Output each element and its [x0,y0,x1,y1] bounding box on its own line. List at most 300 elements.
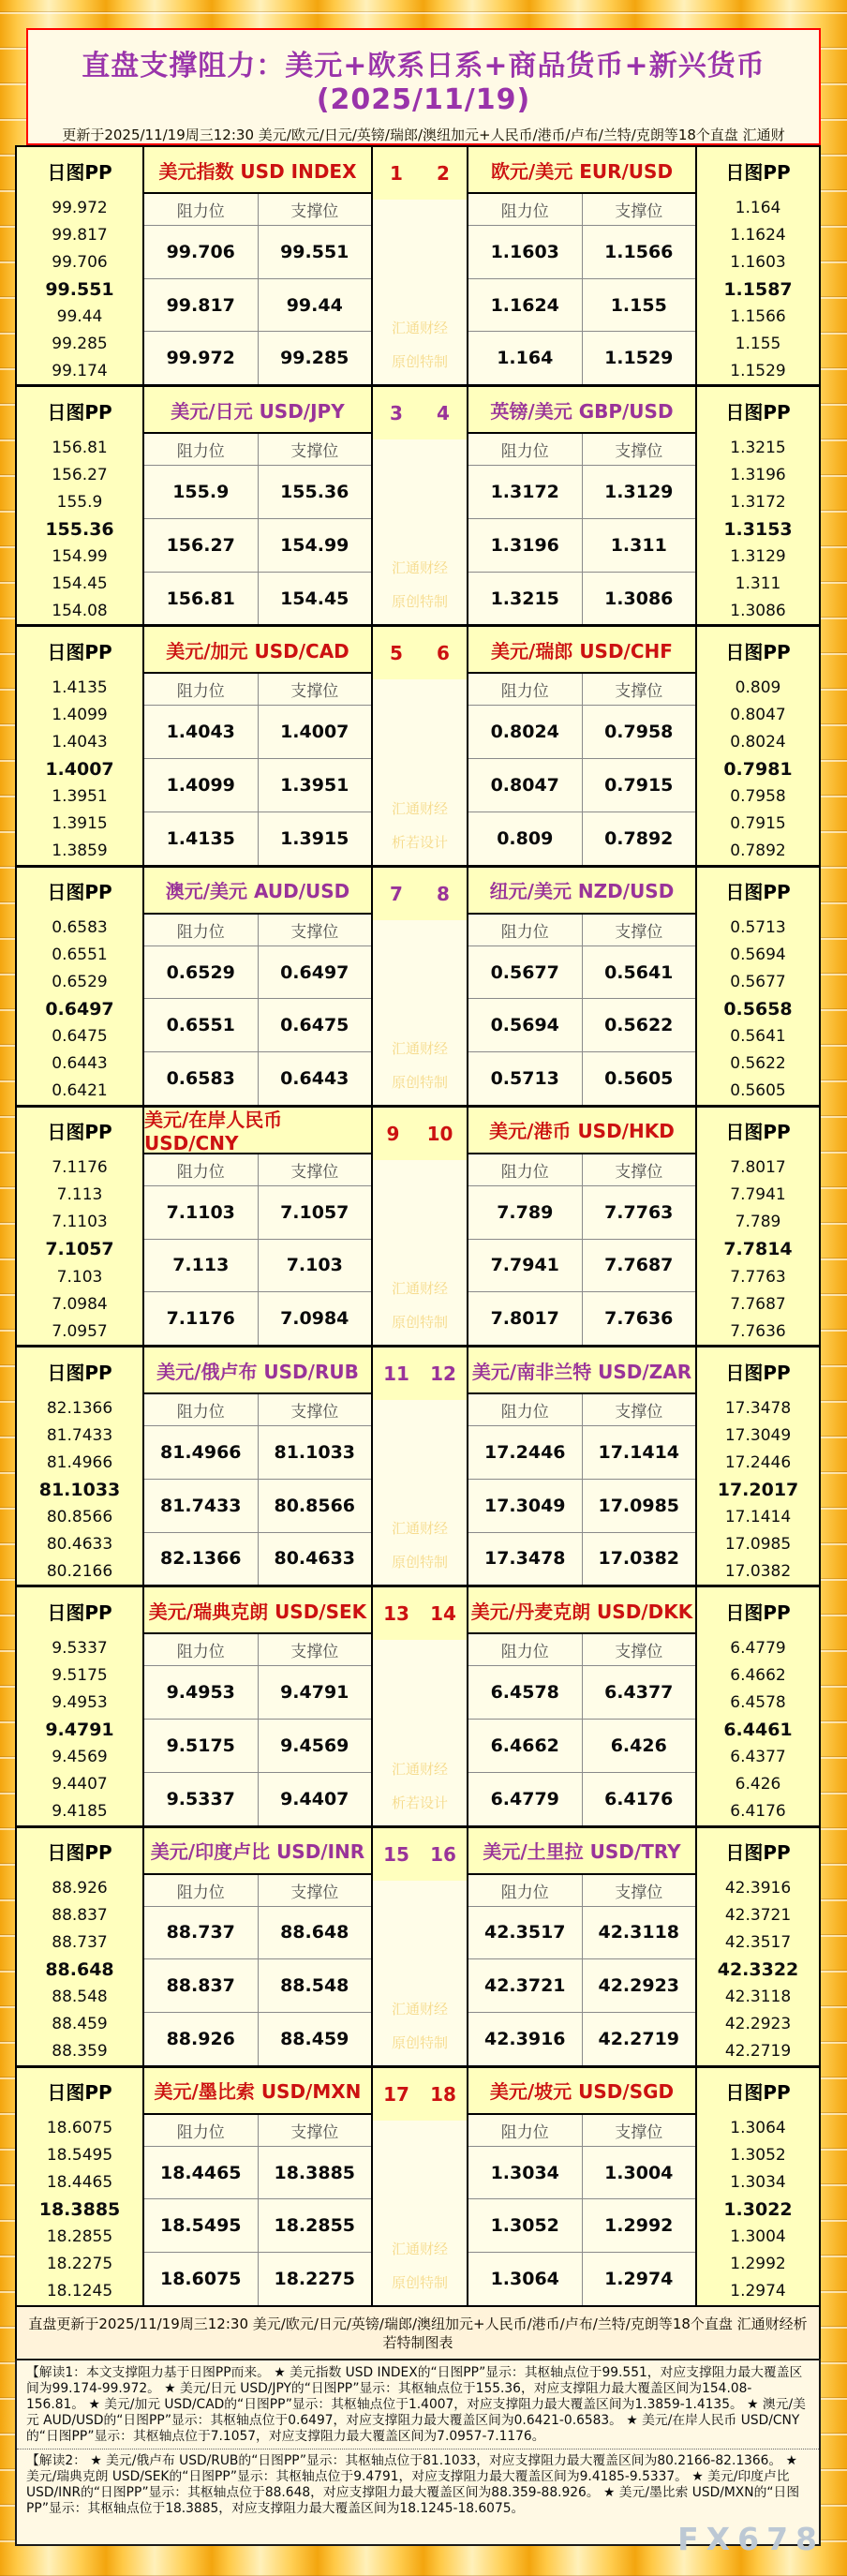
support-header: 支撑位 [582,1394,696,1425]
pair-row [17,1587,819,1827]
rs-value-row [144,1292,371,1345]
resistance-header: 阻力位 [176,682,225,702]
pp-level-value: 1.311 [735,573,781,593]
resistance-value: 99.972 [166,348,235,369]
support-header: 支撑位 [258,1634,372,1665]
pair-block [468,1828,697,2065]
brand-watermark: 汇通财经 [391,320,448,337]
pp-level-value: 81.7433 [46,1425,113,1445]
pp-column-header: 日图PP [725,2081,791,2105]
rs-value-row [468,946,695,1000]
pp-level-value: 18.6075 [46,2119,113,2138]
pair-row [17,387,819,627]
pp-column-header: 日图PP [47,1121,112,1144]
pp-level-value: 0.5641 [730,1027,786,1047]
resistance-value: 9.5175 [166,1735,235,1756]
resistance-header: 阻力位 [500,1883,549,1902]
rs-value-row [468,759,695,812]
pp-column [697,627,819,864]
pp-column [17,1587,142,1824]
support-header: 支撑位 [258,2115,372,2146]
pp-level-value: 99.706 [52,252,108,272]
pp-level-value: 18.2275 [46,2255,113,2274]
pp-level-value: 81.4966 [46,1452,113,1472]
resistance-value: 1.3052 [490,2215,559,2237]
pp-level-value: 0.6421 [52,1081,108,1101]
rs-value-row [468,2199,695,2253]
pair-number: 9 [386,1122,400,1145]
rs-value-row [144,2199,371,2253]
resistance-header: 阻力位 [176,922,225,942]
resistance-value: 0.5694 [490,1015,559,1036]
pair-row [17,1348,819,1587]
fx678-watermark: FX678 [677,2521,825,2557]
brand-watermark: 汇通财经 [391,2000,448,2018]
resistance-header: 阻力位 [176,442,225,462]
pair-numbers [373,2068,467,2121]
pp-pivot-value: 9.4791 [45,1719,114,1740]
pair-number: 1 [390,162,403,185]
resistance-support-table [144,915,371,1105]
resistance-value: 6.4662 [490,1735,559,1756]
rs-value-row [144,1186,371,1240]
resistance-header: 阻力位 [176,1643,225,1662]
brand-watermark: 汇通财经 [391,2240,448,2257]
pp-level-value: 9.4185 [52,1802,108,1822]
pair-title: 美元指数 USD INDEX [144,147,371,194]
pair-title: 美元/坡元 USD/SGD [468,2068,695,2115]
pp-level-value: 156.81 [52,438,108,457]
resistance-support-table [468,915,695,1105]
rs-header-row [468,1634,695,1666]
rs-value-row [468,279,695,333]
center-column [371,1587,468,1824]
rs-header-row [468,1394,695,1426]
pair-block [468,387,697,624]
resistance-value: 9.5337 [166,1788,235,1809]
pp-column [697,1828,819,2065]
rs-value-row [468,812,695,865]
support-value: 1.3951 [258,759,372,812]
resistance-value: 17.3049 [483,1495,566,1516]
rs-value-row [144,999,371,1052]
pp-level-value: 42.3118 [724,1988,792,2007]
pp-level-value: 1.3004 [730,2227,786,2247]
pp-level-value: 17.0382 [724,1561,792,1581]
resistance-value: 18.5495 [159,2215,242,2237]
resistance-value: 1.1624 [490,294,559,316]
pp-level-value: 7.1176 [52,1158,108,1178]
pp-level-value: 9.4407 [52,1774,108,1794]
pp-level-value: 6.4578 [730,1692,786,1712]
resistance-value: 0.5713 [490,1067,559,1089]
pp-level-value: 1.2974 [730,2282,786,2301]
resistance-value: 1.1603 [490,241,559,262]
pp-level-value: 7.789 [735,1213,781,1232]
pair-block [142,387,371,624]
resistance-value: 81.7433 [159,1495,242,1516]
rs-value-row [144,759,371,812]
pp-column-header: 日图PP [47,1361,112,1384]
pp-level-value: 0.7915 [730,814,786,834]
pp-level-value: 17.2446 [724,1452,792,1472]
resistance-support-table [468,194,695,384]
resistance-value: 7.8017 [490,1308,559,1330]
pp-pivot-value: 6.4461 [723,1719,793,1740]
pp-level-value: 7.103 [56,1267,103,1287]
support-value: 0.6475 [258,999,372,1051]
pair-title: 美元/土里拉 USD/TRY [468,1828,695,1875]
pair-number: 11 [383,1362,409,1386]
pp-level-value: 1.3915 [52,814,108,834]
pp-pivot-value: 1.3153 [723,518,793,540]
support-value: 154.99 [258,519,372,572]
note-paragraph-1: 【解读1：本文支撑阻力基于日图PP而来。 ★ 美元指数 USD INDEX的“日图PP”显示：其枢轴点位于99.551，对应支撑阻力最大覆盖区间为99.174-99.972。 ★ 美元/日元 USD/JPY的“日图PP”显示：其枢轴点位于155.36，对应支撑阻力最大覆盖区间为154.08-156.81。 ★ 美元/加元 USD/CAD的“日图PP”显示：其枢轴点位于1.4007，对应支撑阻力最大覆盖区间为1.3859-1.4135。 ★ 澳元/美元 AUD/USD的“日图PP”显示：其枢轴点位于0.6497，对应支撑阻力最大覆盖区间为0.6421-0.6583。 ★ 美元/在岸人民币 USD/CNY的“日图PP”显示：其枢轴点位于7.1057，对应支撑阻力最大覆盖区间为7.0957-7.1176。 [26,2365,806,2444]
resistance-support-table [468,1875,695,2065]
support-value: 0.5605 [582,1052,696,1105]
support-value: 88.459 [258,2013,372,2065]
support-value: 42.2923 [582,1959,696,2012]
pair-block [468,1587,697,1824]
pair-title: 美元/加元 USD/CAD [144,627,371,674]
resistance-value: 88.737 [166,1922,235,1943]
pp-level-value: 9.5337 [52,1638,108,1658]
resistance-support-table [144,434,371,624]
pp-level-value: 42.2719 [724,2042,792,2062]
watermark-variant: 原创特制 [391,1073,448,1091]
rs-value-row [144,332,371,384]
resistance-header: 阻力位 [500,1162,549,1182]
pp-level-value: 6.4662 [730,1665,786,1685]
support-value: 80.8566 [258,1480,372,1532]
center-column [371,1828,468,2065]
pair-title: 美元/南非兰特 USD/ZAR [468,1348,695,1394]
pp-pivot-value: 1.3022 [723,2199,793,2221]
resistance-header: 阻力位 [500,202,549,221]
rs-value-row [468,1426,695,1480]
support-value: 18.3885 [258,2147,372,2199]
resistance-value: 88.837 [166,1975,235,1997]
rs-value-row [144,1240,371,1293]
pair-number: 6 [437,642,450,665]
watermark-variant: 析若设计 [391,1794,448,1811]
pp-level-value: 1.4135 [52,678,108,697]
resistance-header: 阻力位 [176,1883,225,1902]
pp-level-value: 1.3052 [730,2146,786,2166]
pp-level-value: 154.45 [52,573,108,593]
pair-title: 欧元/美元 EUR/USD [468,147,695,194]
center-column [371,2068,468,2305]
page-subtitle: 更新于2025/11/19周三12:30 美元/欧元/日元/英镑/瑞郎/澳纽加元+人民币/港币/卢布/兰特/克朗等18个直盘 汇通财 [62,127,785,143]
brand-watermark: 汇通财经 [391,559,448,577]
center-body [373,1160,467,1345]
resistance-support-table [468,1394,695,1585]
pp-column-header: 日图PP [47,1841,112,1865]
resistance-support-table [144,1875,371,2065]
support-value: 0.6443 [258,1052,372,1105]
pair-row [17,627,819,867]
pp-level-value: 1.2992 [730,2255,786,2274]
rs-header-row [144,674,371,706]
pp-level-value: 1.1529 [730,361,786,380]
support-value: 7.7636 [582,1292,696,1345]
rs-value-row [468,1773,695,1825]
pp-level-value: 82.1366 [46,1398,113,1418]
resistance-support-table [468,1154,695,1345]
pp-column-header: 日图PP [47,2081,112,2105]
pp-level-value: 99.174 [52,361,108,380]
pp-level-value: 99.817 [52,225,108,245]
pp-level-value: 17.3049 [724,1425,792,1445]
rs-header-row [144,915,371,946]
rs-value-row [468,1292,695,1345]
pp-level-value: 7.8017 [730,1158,786,1178]
pp-level-value: 17.1414 [724,1507,792,1526]
pp-column [17,1348,142,1585]
pair-number: 2 [437,162,450,185]
resistance-value: 0.809 [497,827,554,849]
rs-value-row [468,1240,695,1293]
pp-column [697,387,819,624]
support-value: 1.3004 [582,2147,696,2199]
pp-level-value: 1.1566 [730,306,786,326]
pp-column [17,627,142,864]
pair-numbers [373,1828,467,1881]
pp-level-value: 1.1603 [730,252,786,272]
rs-value-row [468,1959,695,2013]
pp-level-value: 7.0984 [52,1294,108,1314]
pp-level-value: 9.4569 [52,1747,108,1766]
rs-header-row [468,2115,695,2147]
pp-level-value: 154.08 [52,601,108,620]
resistance-value: 18.4465 [159,2162,242,2183]
resistance-value: 99.706 [166,241,235,262]
resistance-header: 阻力位 [500,1643,549,1662]
center-column [371,387,468,624]
support-header: 支撑位 [258,1154,372,1185]
brand-watermark: 汇通财经 [391,1280,448,1298]
support-value: 81.1033 [258,1426,372,1479]
pp-level-value: 0.5713 [730,918,786,938]
pp-level-value: 42.3916 [724,1879,792,1898]
pp-level-value: 1.3196 [730,465,786,484]
pp-column-header: 日图PP [47,160,112,184]
resistance-value: 0.6583 [166,1067,235,1089]
pair-block [468,868,697,1105]
pp-level-value: 0.809 [735,678,781,697]
pp-level-value: 6.4176 [730,1802,786,1822]
rs-header-row [144,434,371,466]
support-header: 支撑位 [258,1875,372,1906]
brand-watermark: 汇通财经 [391,1039,448,1057]
pp-level-value: 0.5605 [730,1081,786,1101]
support-header: 支撑位 [582,1154,696,1185]
pair-title: 美元/丹麦克朗 USD/DKK [468,1587,695,1634]
support-value: 80.4633 [258,1533,372,1586]
watermark-variant: 析若设计 [391,833,448,851]
resistance-value: 42.3721 [483,1975,566,1997]
pp-column-header: 日图PP [47,400,112,424]
rs-value-row [468,226,695,279]
pair-number: 12 [430,1362,456,1386]
resistance-value: 1.4099 [166,775,235,797]
pp-column [697,2068,819,2305]
pp-level-value: 0.5677 [730,973,786,992]
rs-value-row [144,466,371,519]
support-value: 0.7892 [582,812,696,865]
rs-value-row [468,1480,695,1533]
pp-level-value: 7.7763 [730,1267,786,1287]
pp-column [697,1587,819,1824]
resistance-value: 42.3517 [483,1922,566,1943]
pp-pivot-value: 99.551 [45,278,114,300]
rs-header-row [144,2115,371,2147]
pp-level-value: 1.3129 [730,546,786,566]
pair-block [142,2068,371,2305]
rs-value-row [468,2253,695,2305]
center-body [373,2121,467,2305]
pair-number: 5 [390,642,403,665]
resistance-value: 1.3064 [490,2269,559,2290]
resistance-header: 阻力位 [500,682,549,702]
pair-title: 美元/墨比索 USD/MXN [144,2068,371,2115]
pp-pivot-value: 18.3885 [38,2199,121,2221]
pp-level-value: 0.6475 [52,1027,108,1047]
resistance-value: 1.3034 [490,2162,559,2183]
rs-value-row [144,1533,371,1586]
resistance-value: 9.4953 [166,1682,235,1704]
support-value: 7.103 [258,1240,372,1292]
pp-level-value: 0.7958 [730,787,786,807]
pair-number: 4 [437,402,450,425]
resistance-support-table [144,674,371,864]
pp-column [17,1828,142,2065]
notes-box [15,2359,821,2546]
pp-pivot-value: 0.5658 [723,999,793,1020]
pair-number: 13 [383,1602,409,1626]
resistance-value: 1.164 [497,348,554,369]
center-column [371,868,468,1105]
support-value: 1.3915 [258,812,372,865]
pp-level-value: 7.7941 [730,1185,786,1205]
pair-block [468,1348,697,1585]
pair-title: 美元/俄卢布 USD/RUB [144,1348,371,1394]
resistance-value: 0.8024 [490,722,559,743]
pp-level-value: 88.837 [52,1906,108,1926]
resistance-header: 阻力位 [500,1403,549,1422]
pair-title: 美元/瑞典克朗 USD/SEK [144,1587,371,1634]
pp-level-value: 0.6583 [52,918,108,938]
pp-level-value: 0.6529 [52,973,108,992]
resistance-support-table [144,194,371,384]
support-header: 支撑位 [582,194,696,225]
pp-level-value: 6.4779 [730,1638,786,1658]
pp-level-value: 42.3721 [724,1906,792,1926]
pair-number: 18 [430,2082,456,2106]
pair-block [142,1587,371,1824]
resistance-value: 7.113 [172,1255,230,1276]
pp-level-value: 18.5495 [46,2146,113,2166]
pp-column [697,1348,819,1585]
rs-value-row [144,1666,371,1720]
pair-title: 美元/在岸人民币 USD/CNY [144,1108,371,1154]
pp-pivot-value: 0.6497 [45,999,114,1020]
rs-value-row [144,2013,371,2065]
support-value: 18.2275 [258,2253,372,2305]
pair-number: 3 [390,402,403,425]
pp-level-value: 156.27 [52,465,108,484]
pp-pivot-value: 88.648 [45,1959,114,1981]
pp-level-value: 80.2166 [46,1561,113,1581]
center-body [373,1640,467,1824]
pp-level-value: 0.8047 [730,705,786,724]
support-value: 1.4007 [258,706,372,758]
watermark-variant: 原创特制 [391,2033,448,2051]
support-value: 1.1566 [582,226,696,278]
pp-pivot-value: 42.3322 [717,1959,799,1981]
pair-block [142,627,371,864]
pp-column [17,1108,142,1345]
rs-value-row [144,226,371,279]
pp-level-value: 1.3034 [730,2173,786,2193]
pairs-table [15,145,821,2307]
pp-level-value: 155.9 [56,492,103,512]
pp-level-value: 99.972 [52,198,108,217]
rs-value-row [144,2253,371,2305]
support-value: 99.44 [258,279,372,332]
pair-row [17,868,819,1108]
resistance-header: 阻力位 [500,922,549,942]
pp-level-value: 1.3951 [52,787,108,807]
support-header: 支撑位 [258,1394,372,1425]
rs-header-row [144,1634,371,1666]
resistance-support-table [468,674,695,864]
watermark-variant: 原创特制 [391,2273,448,2291]
rs-value-row [144,519,371,573]
pair-numbers [373,1348,467,1400]
center-body [373,920,467,1105]
support-value: 0.6497 [258,946,372,999]
pp-column-header: 日图PP [47,640,112,663]
pp-pivot-value: 0.7981 [723,759,793,781]
resistance-value: 88.926 [166,2028,235,2049]
pp-level-value: 0.8024 [730,733,786,752]
rs-value-row [468,573,695,625]
resistance-header: 阻力位 [500,2122,549,2142]
resistance-support-table [144,1634,371,1824]
pp-level-value: 0.5694 [730,946,786,965]
pp-level-value: 7.7636 [730,1321,786,1341]
resistance-value: 18.6075 [159,2269,242,2290]
pp-level-value: 0.6443 [52,1054,108,1074]
resistance-header: 阻力位 [176,1162,225,1182]
support-value: 42.2719 [582,2013,696,2065]
rs-value-row [144,2147,371,2200]
watermark-variant: 原创特制 [391,353,448,371]
resistance-header: 阻力位 [500,442,549,462]
resistance-support-table [144,1154,371,1345]
center-body [373,439,467,624]
rs-header-row [468,915,695,946]
pp-level-value: 1.164 [735,198,781,217]
support-value: 17.0985 [582,1480,696,1532]
resistance-header: 阻力位 [176,1403,225,1422]
support-value: 6.426 [582,1720,696,1772]
pp-level-value: 80.8566 [46,1507,113,1526]
pp-level-value: 1.3215 [730,438,786,457]
watermark-variant: 原创特制 [391,593,448,611]
footer-bar [15,2307,821,2359]
